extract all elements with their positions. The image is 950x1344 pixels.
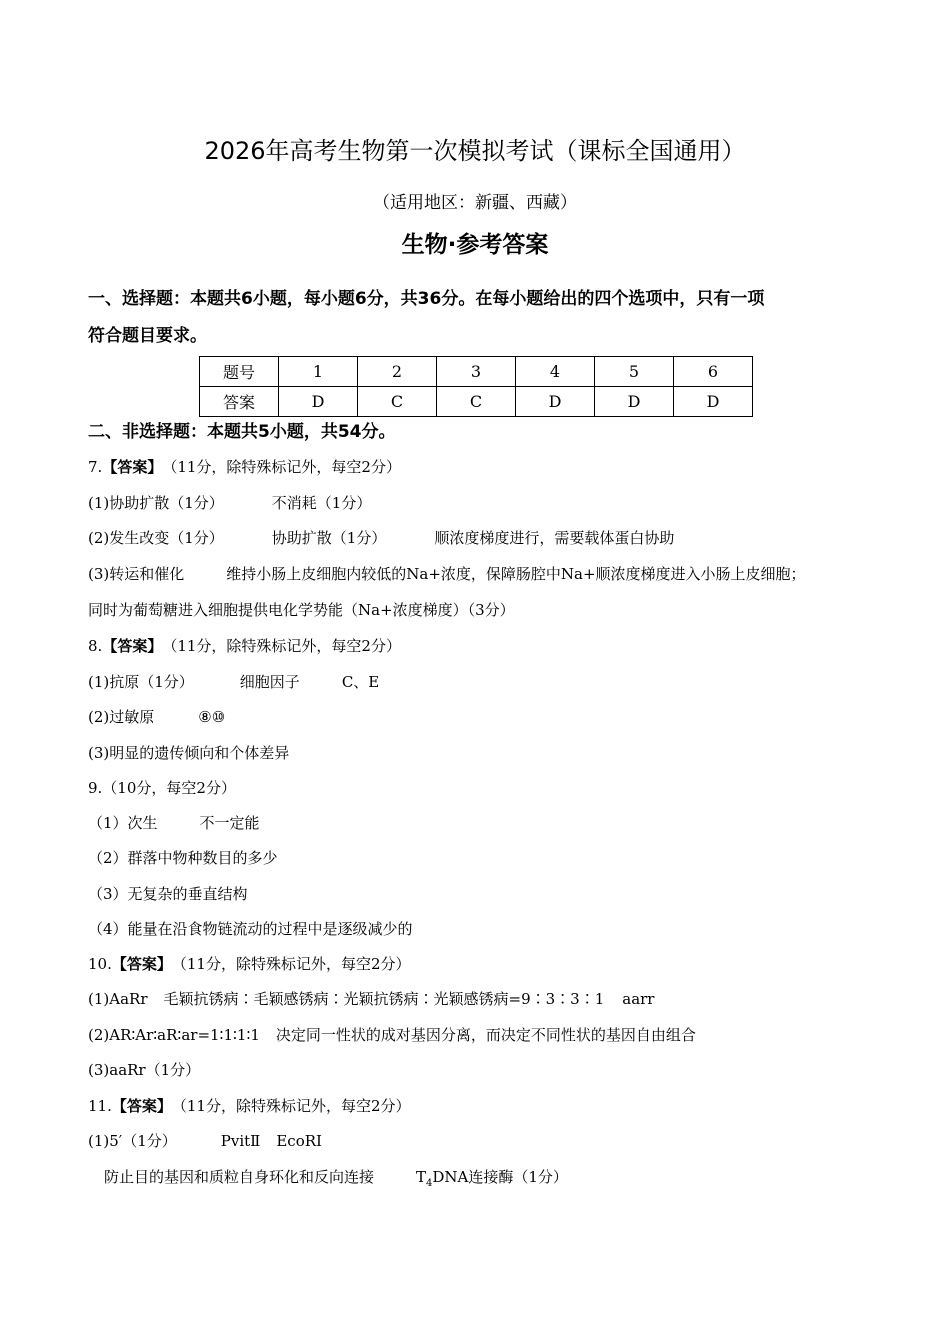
q11-answer: 防止目的基因和质粒自身环化和反向连接	[104, 1168, 375, 1186]
q7-line4: 同时为葡萄糖进入细胞提供电化学势能（Na+浓度梯度）（3分）	[88, 601, 515, 619]
answer-table	[199, 356, 753, 417]
q10-line1	[88, 988, 888, 1010]
q10-answer: aarr	[622, 990, 655, 1008]
q11-ligase-suffix: DNA连接酶（1分）	[432, 1168, 568, 1186]
document-title: 2026年高考生物第一次模拟考试（课标全国通用）	[204, 137, 746, 165]
document-subtitle: （适用地区：新疆、西藏）	[373, 193, 577, 213]
table-cell-answer: C	[437, 387, 516, 417]
q7-header	[88, 456, 888, 478]
q7-line1	[88, 492, 888, 514]
table-cell-number: 4	[516, 357, 595, 387]
q11-header	[88, 1095, 888, 1117]
q7-answer: 协助扩散（1分）	[271, 529, 387, 547]
table-cell-number: 6	[674, 357, 753, 387]
answer-table-row-numbers	[200, 357, 753, 387]
q11-answer: EcoRⅠ	[276, 1132, 322, 1150]
q7-answer: (3)转运和催化	[88, 565, 185, 583]
q7-line3	[88, 563, 888, 585]
q8-header	[88, 635, 888, 657]
section2-instruction: 二、非选择题：本题共5小题，共54分。	[88, 422, 396, 442]
q9-line3: （3）无复杂的垂直结构	[88, 885, 248, 903]
q11-answer-tag: 【答案】	[111, 1097, 172, 1115]
q8-answer: ⑧⑩	[198, 708, 226, 726]
q8-line1	[88, 671, 888, 693]
q7-line2	[88, 527, 888, 549]
q10-header	[88, 953, 888, 975]
q11-answer-ligase	[416, 1166, 568, 1195]
q11-ligase-prefix: T	[416, 1168, 427, 1186]
table-cell-answer: D	[516, 387, 595, 417]
table-cell-number: 5	[595, 357, 674, 387]
q9-line1	[88, 812, 888, 834]
q10-number: 10.	[88, 955, 112, 973]
q10-answer: (1)AaRr	[88, 990, 148, 1008]
answer-heading: 生物·参考答案	[401, 232, 549, 258]
table-cell-answer: D	[674, 387, 753, 417]
q8-answer: (2)过敏原	[88, 708, 155, 726]
q11-line2	[104, 1166, 904, 1195]
q8-answer: C、E	[341, 673, 380, 691]
q11-score-note: （11分，除特殊标记外，每空2分）	[171, 1097, 411, 1115]
q7-answer: 维持小肠上皮细胞内较低的Na+浓度，保障肠腔中Na+顺浓度梯度进入小肠上皮细胞；	[226, 565, 806, 583]
q7-answer: (1)协助扩散（1分）	[88, 494, 224, 512]
table-cell-answer: C	[358, 387, 437, 417]
q8-answer: (1)抗原（1分）	[88, 673, 194, 691]
q9-answer: （1）次生	[88, 814, 158, 832]
q9-line4: （4）能量在沿食物链流动的过程中是逐级减少的	[88, 920, 413, 938]
table-cell-answer: D	[279, 387, 358, 417]
q11-line1	[88, 1130, 888, 1152]
q9-line2: （2）群落中物种数目的多少	[88, 849, 278, 867]
q8-number: 8.	[88, 637, 103, 655]
table-header-question-number: 题号	[200, 357, 279, 387]
q8-line3: (3)明显的遗传倾向和个体差异	[88, 744, 290, 762]
q11-ligase-subscript: 4	[426, 1178, 433, 1189]
table-cell-number: 2	[358, 357, 437, 387]
q10-answer-tag: 【答案】	[111, 955, 172, 973]
q10-answer: 决定同一性状的成对基因分离，而决定不同性状的基因自由组合	[275, 1026, 696, 1044]
q9-header: 9.（10分，每空2分）	[88, 779, 236, 797]
section1-instruction-line1: 一、选择题：本题共6小题，每小题6分，共36分。在每小题给出的四个选项中，只有一项	[88, 289, 765, 309]
q7-number: 7.	[88, 458, 103, 476]
section1-instruction-line2: 符合题目要求。	[88, 326, 207, 346]
q7-answer-tag: 【答案】	[102, 458, 163, 476]
q11-answer: (1)5′（1分）	[88, 1132, 177, 1150]
q10-line3: (3)aaRr（1分）	[88, 1061, 201, 1079]
q11-number: 11.	[88, 1097, 112, 1115]
q9-answer: 不一定能	[199, 814, 260, 832]
q10-answer: 毛颖抗锈病∶毛颖感锈病∶光颖抗锈病∶光颖感锈病=9∶3∶3∶1	[163, 990, 605, 1008]
table-cell-answer: D	[595, 387, 674, 417]
q11-answer: PvitⅡ	[220, 1132, 261, 1150]
q8-line2	[88, 706, 888, 728]
q8-answer-tag: 【答案】	[102, 637, 163, 655]
q8-score-note: （11分，除特殊标记外，每空2分）	[162, 637, 401, 655]
q7-answer: 不消耗（1分）	[271, 494, 372, 512]
q10-score-note: （11分，除特殊标记外，每空2分）	[171, 955, 411, 973]
q7-answer: (2)发生改变（1分）	[88, 529, 224, 547]
table-header-answer: 答案	[200, 387, 279, 417]
q7-answer: 顺浓度梯度进行，需要载体蛋白协助	[434, 529, 675, 547]
q10-line2	[88, 1024, 888, 1046]
table-cell-number: 3	[437, 357, 516, 387]
table-cell-number: 1	[279, 357, 358, 387]
q10-answer: (2)AR∶Ar∶aR∶ar=1∶1∶1∶1	[88, 1026, 260, 1044]
q7-score-note: （11分，除特殊标记外，每空2分）	[162, 458, 401, 476]
q8-answer: 细胞因子	[239, 673, 300, 691]
answer-table-row-answers	[200, 387, 753, 417]
